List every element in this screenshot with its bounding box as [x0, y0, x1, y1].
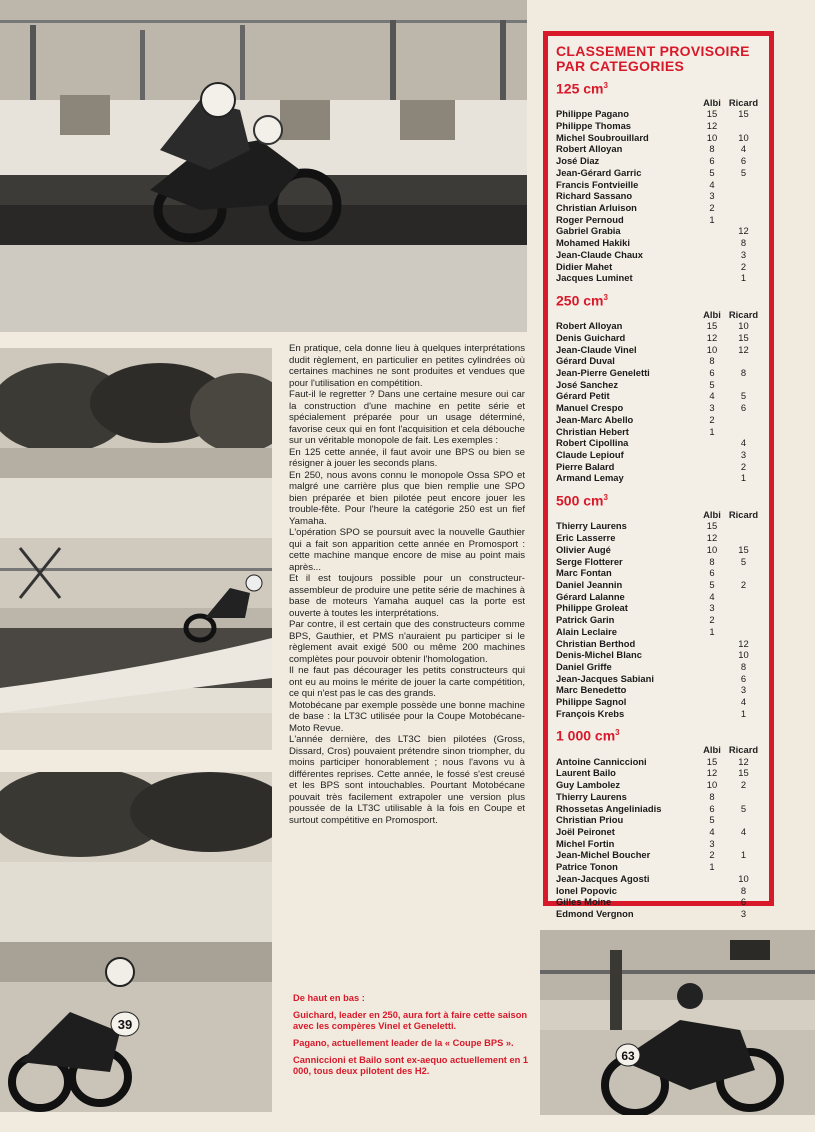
standings-row: Patrice Tonon 1 [556, 861, 715, 873]
photo-bottom-right-rider [540, 930, 815, 1115]
standings-row: Christian Hebert 1 [556, 425, 715, 437]
standings-row: Antoine Canniccioni 15 12 [556, 755, 749, 767]
article-paragraph: Faut-il le regretter ? Dans une certaine mesure oui car la construction d'une machine en petite série et spécialement préparée pour un usage déterminé, favorise ceux qui en font l'acquisition et cela débouche sur un véritable monopole de fait. Les exemples : [289, 389, 525, 446]
article-paragraph: Par contre, il est certain que des constructeurs comme BPS, Gauthier, et PMS n'auraient pu participer si le règlement avait exigé 500 ou même 200 machines complètes pour pouvoir obtenir l'homologation. [289, 619, 525, 665]
article-paragraph: En 125 cette année, il faut avoir une BPS ou bien se résigner à jouer les seconds plans. [289, 446, 525, 469]
standings-row: Patrick Garin 2 [556, 614, 715, 626]
standings-row: Joël Peironet 4 4 [556, 826, 747, 837]
caption-intro: De haut en bas : [293, 993, 365, 1003]
standings-row: Olivier Augé 10 15 [556, 543, 749, 555]
standings-row: Guy Lambolez 10 2 [556, 779, 747, 791]
category-heading: 250 $cm^3$ [556, 292, 608, 309]
standings-row: Robert Cipollina 4 [556, 437, 747, 449]
standings-row: Philippe Groleat 3 [556, 602, 715, 614]
standings-row: Jean-Claude Vinel 10 12 [556, 343, 749, 355]
bike-number-39: 39 [117, 1017, 133, 1032]
standings-row: Marc Benedetto 3 [556, 684, 747, 696]
standings-row: Christian Berthod 12 [556, 637, 749, 649]
standings-row: Daniel Jeannin 5 2 [556, 578, 747, 590]
column-headers: Albi Ricard [703, 744, 759, 756]
standings-row: Rhossetas Angeliniadis 6 5 [556, 802, 747, 814]
standings-row: Francis Fontvieille 4 [556, 178, 715, 190]
standings-row: Didier Mahet 2 [556, 260, 747, 272]
article-paragraph: Motobécane par exemple possède une bonne machine de base : la LT3C utilisée pour la Coupe Motobécane-Moto Revue. [289, 699, 525, 734]
category-heading: 500 $cm^3$ [556, 492, 608, 509]
standings-row: Christian Priou 5 [556, 814, 715, 826]
standings-row: Thierry Laurens 8 [556, 790, 715, 802]
column-headers: Albi Ricard [703, 308, 759, 320]
standings-row: Ionel Popovic 8 [556, 884, 747, 896]
standings-row: Michel Soubrouillard 10 10 [556, 131, 749, 143]
article-paragraph: Il ne faut pas décourager les petits constructeurs qui ont eu au moins le mérite de jouer la carte compétition, ce qui n'est pas le cas des grands. [289, 665, 525, 699]
standings-row: Marc Fontan 6 [556, 567, 715, 579]
standings-row: Mohamed Hakiki 8 [556, 237, 747, 249]
photo-captions [293, 993, 529, 1083]
standings-row: Armand Lemay 1 [556, 472, 747, 484]
caption-pagano: Pagano, actuellement leader de la « Coupe BPS ». [293, 1038, 514, 1048]
standings-row: Pierre Balard 2 [556, 460, 747, 472]
standings-row: Gérard Lalanne 4 [556, 590, 715, 602]
standings-row: Philippe Thomas 12 [556, 120, 718, 132]
category-section [556, 490, 763, 719]
article-body [289, 343, 525, 826]
article-paragraph: L'opération SPO se poursuit avec la nouvelle Gauthier qui a fait son apparition cette année en Promosport : cette machine manque encore de mise au point mais après... [289, 527, 525, 573]
photo-left-trees [0, 348, 272, 478]
photo-left-bottom-rider [0, 772, 272, 1112]
standings-row: Philippe Sagnol 4 [556, 696, 747, 708]
standings-row: Jean-Gérard Garric 5 5 [556, 166, 747, 178]
standings-row: Michel Fortin 3 [556, 837, 715, 849]
category-section [556, 725, 763, 919]
standings-row: Thierry Laurens 15 [556, 520, 718, 532]
standings-row: Jean-Pierre Geneletti 6 8 [556, 367, 747, 379]
category-section [556, 78, 763, 284]
article-paragraph: En pratique, cela donne lieu à quelques interprétations dudit règlement, en particulier en petites cylindrées où certaines machines ne sont produites et vendues que pour l'utilisation en compétition. [289, 343, 525, 389]
standings-row: Jean-Claude Chaux 3 [556, 248, 747, 260]
article-paragraph: L'année dernière, des LT3C bien pilotées (Gross, Dissard, Cros) pouvaient prétendre sinon triompher, du moins participer honorablement ; nous l'avons vu à différentes reprises. Cette année, le fossé s'est creusé et les BPS sont intouchables. Pourtant Motobécane pouvait très facilement extrapoler une version plus poussée de la LT3C utilisable à la fois en Coupe et surtout compétitive en Promosport. [289, 734, 525, 826]
standings-row: José Diaz 6 6 [556, 155, 747, 167]
standings-row: Alain Leclaire 1 [556, 625, 715, 637]
standings-row: Denis Guichard 12 15 [556, 331, 749, 343]
standings-row: Christian Arluison 2 [556, 201, 715, 213]
standings-row: Jean-Michel Boucher 2 1 [556, 849, 747, 861]
standings-row: Robert Alloyan 8 4 [556, 143, 747, 155]
caption-guichard: Guichard, leader en 250, aura fort à faire cette saison avec les compères Vinel et Geneletti. [293, 1010, 528, 1031]
caption-canniccioni: Canniccioni et Bailo sont ex-aequo actuellement en 1 000, tous deux pilotent des H2. [293, 1055, 529, 1076]
standings-row: Gérard Duval 8 [556, 355, 715, 367]
article-paragraph: En 250, nous avons connu le monopole Ossa SPO et malgré une carrière plus que bien remplie une SPO bien préparée et bien pilotée peut encore jouer les trouble-fête. Pour l'heure la catégorie 250 est un fief Yamaha. [289, 469, 525, 527]
standings-row: Philippe Pagano 15 15 [556, 108, 749, 120]
standings-row: Daniel Griffe 8 [556, 660, 747, 672]
standings-row: Roger Pernoud 1 [556, 213, 715, 225]
standings-row: Laurent Bailo 12 15 [556, 767, 749, 779]
standings-row: Gérard Petit 4 5 [556, 390, 747, 402]
category-section [556, 290, 763, 484]
standings-row: Jean-Marc Abello 2 [556, 413, 715, 425]
article-paragraph: Et il est toujours possible pour un constructeur-assembleur de produire une petite série de machines à base de moteurs Yamaha auquel cas la porte est ouverte à toutes les interprétations. [289, 573, 525, 619]
standings-row: Denis-Michel Blanc 10 [556, 649, 749, 661]
bike-number-63: 63 [621, 1049, 635, 1063]
category-heading: 1 000 $cm^3$ [556, 728, 620, 745]
standings-row: José Sanchez 5 [556, 378, 715, 390]
standings-row: Richard Sassano 3 [556, 190, 715, 202]
standings-row: Robert Alloyan 15 10 [556, 320, 749, 332]
standings-row: Jacques Luminet 1 [556, 272, 747, 284]
standings-box [543, 31, 774, 919]
standings-row: Jean-Jacques Sabiani 6 [556, 672, 747, 684]
standings-row: Manuel Crespo 3 6 [556, 402, 747, 414]
column-headers: Albi Ricard [703, 508, 759, 520]
standings-row: Gabriel Grabia 12 [556, 225, 749, 237]
standings-row: Edmond Vergnon 3 [556, 907, 747, 919]
standings-row: Gilles Moine 6 [556, 896, 747, 908]
photo-top-rider [0, 0, 527, 332]
standings-row: Jean-Jacques Agosti 10 [556, 872, 749, 884]
photo-left-corner-rider [0, 478, 272, 750]
standings-row: Serge Flotterer 8 5 [556, 555, 747, 567]
standings-row: Eric Lasserre 12 [556, 532, 718, 544]
standings-title: CLASSEMENT PROVISOIRE PAR CATEGORIES [556, 43, 750, 74]
standings-row: Claude Lepiouf 3 [556, 449, 747, 460]
standings-row: François Krebs 1 [556, 707, 747, 719]
category-heading: 125 $cm^3$ [556, 80, 608, 97]
column-headers: Albi Ricard [703, 96, 759, 108]
